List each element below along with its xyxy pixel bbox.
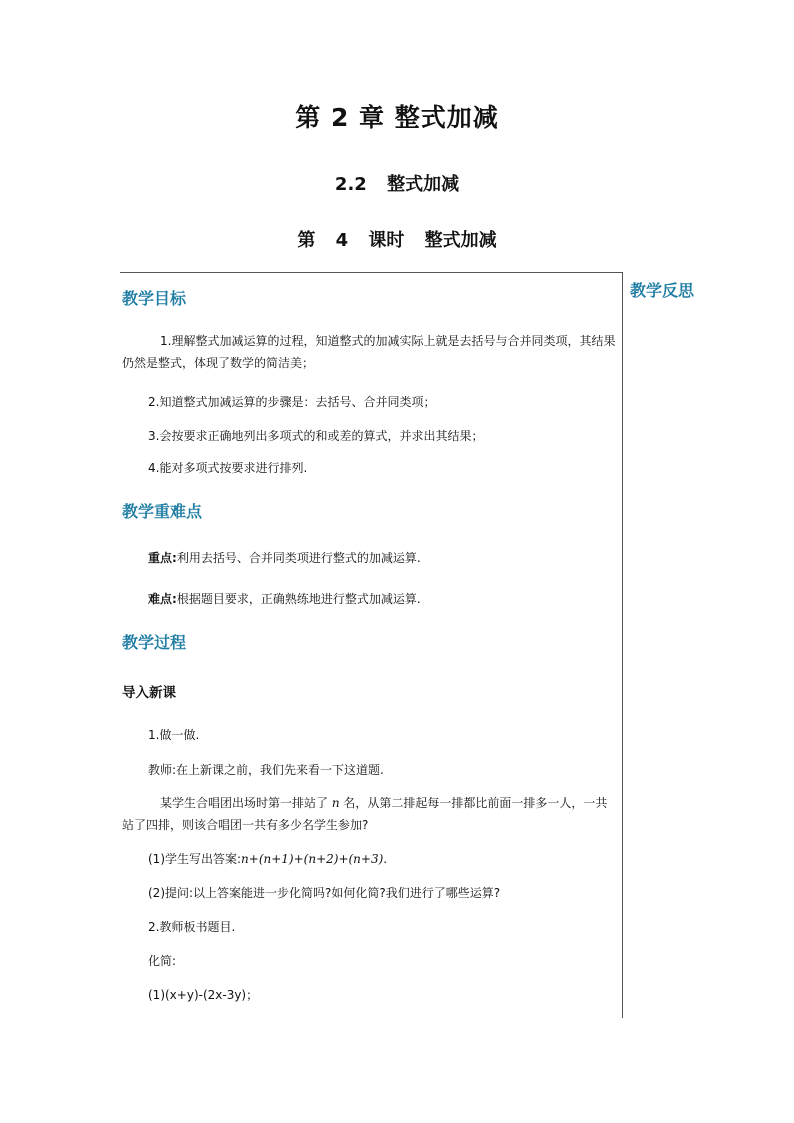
intro-subheading: 导入新课 <box>122 685 176 701</box>
lesson-title: 第 4 课时 整式加减 <box>297 230 497 251</box>
key-point-label: 重点: <box>148 551 177 565</box>
objective-item-3: 3.会按要求正确地列出多项式的和或差的算式，并求出其结果； <box>148 429 484 443</box>
answer-label: (1)学生写出答案: <box>148 852 242 866</box>
process-line-2: 教师:在上新课之前，我们先来看一下这道题. <box>148 763 384 777</box>
choir-problem-text-b: 名，从第二排起每一排都比前面一排多一人，一共站了四排，则该合唱团一共有多少名学生参加? <box>122 796 608 832</box>
key-point-text: 利用去括号、合并同类项进行整式的加减运算. <box>176 551 421 565</box>
difficult-point-label: 难点: <box>148 592 177 606</box>
objectives-heading: 教学目标 <box>122 289 187 308</box>
process-line-6: 2.教师板书题目. <box>148 920 236 934</box>
process-line-8: (1)(x+y)-(2x-3y)； <box>148 988 259 1002</box>
objective-item-4: 4.能对多项式按要求进行排列. <box>148 461 308 475</box>
answer-formula: n+(n+1)+(n+2)+(n+3). <box>241 852 388 866</box>
difficult-point-line <box>148 590 618 607</box>
section-title: 2.2 整式加减 <box>334 174 460 195</box>
objective-item-2: 2.知道整式加减运算的步骤是：去括号、合并同类项； <box>148 395 436 409</box>
process-paragraph-3 <box>122 792 616 836</box>
variable-n: n <box>331 796 340 810</box>
difficult-point-text: 根据题目要求，正确熟练地进行整式加减运算. <box>176 592 421 606</box>
objective-item-1: 1.理解整式加减运算的过程，知道整式的加减实际上就是去括号与合并同类项，其结果仍然是整式，体现了数学的简洁美； <box>122 334 616 370</box>
chapter-title: 第 2 章 整式加减 <box>295 103 499 132</box>
choir-problem-text-a: 某学生合唱团出场时第一排站了 <box>160 796 332 810</box>
key-point-line <box>148 549 618 566</box>
process-heading: 教学过程 <box>122 633 187 652</box>
process-line-5: (2)提问:以上答案能进一步化简吗?如何化简?我们进行了哪些运算? <box>148 886 501 900</box>
process-line-4 <box>148 850 618 867</box>
key-points-heading: 教学重难点 <box>122 502 203 521</box>
process-line-1: 1.做一做. <box>148 728 200 742</box>
process-line-7: 化简: <box>148 954 177 968</box>
column-divider <box>622 272 623 1018</box>
table-top-rule <box>120 272 622 273</box>
reflection-heading: 教学反思 <box>630 281 695 300</box>
